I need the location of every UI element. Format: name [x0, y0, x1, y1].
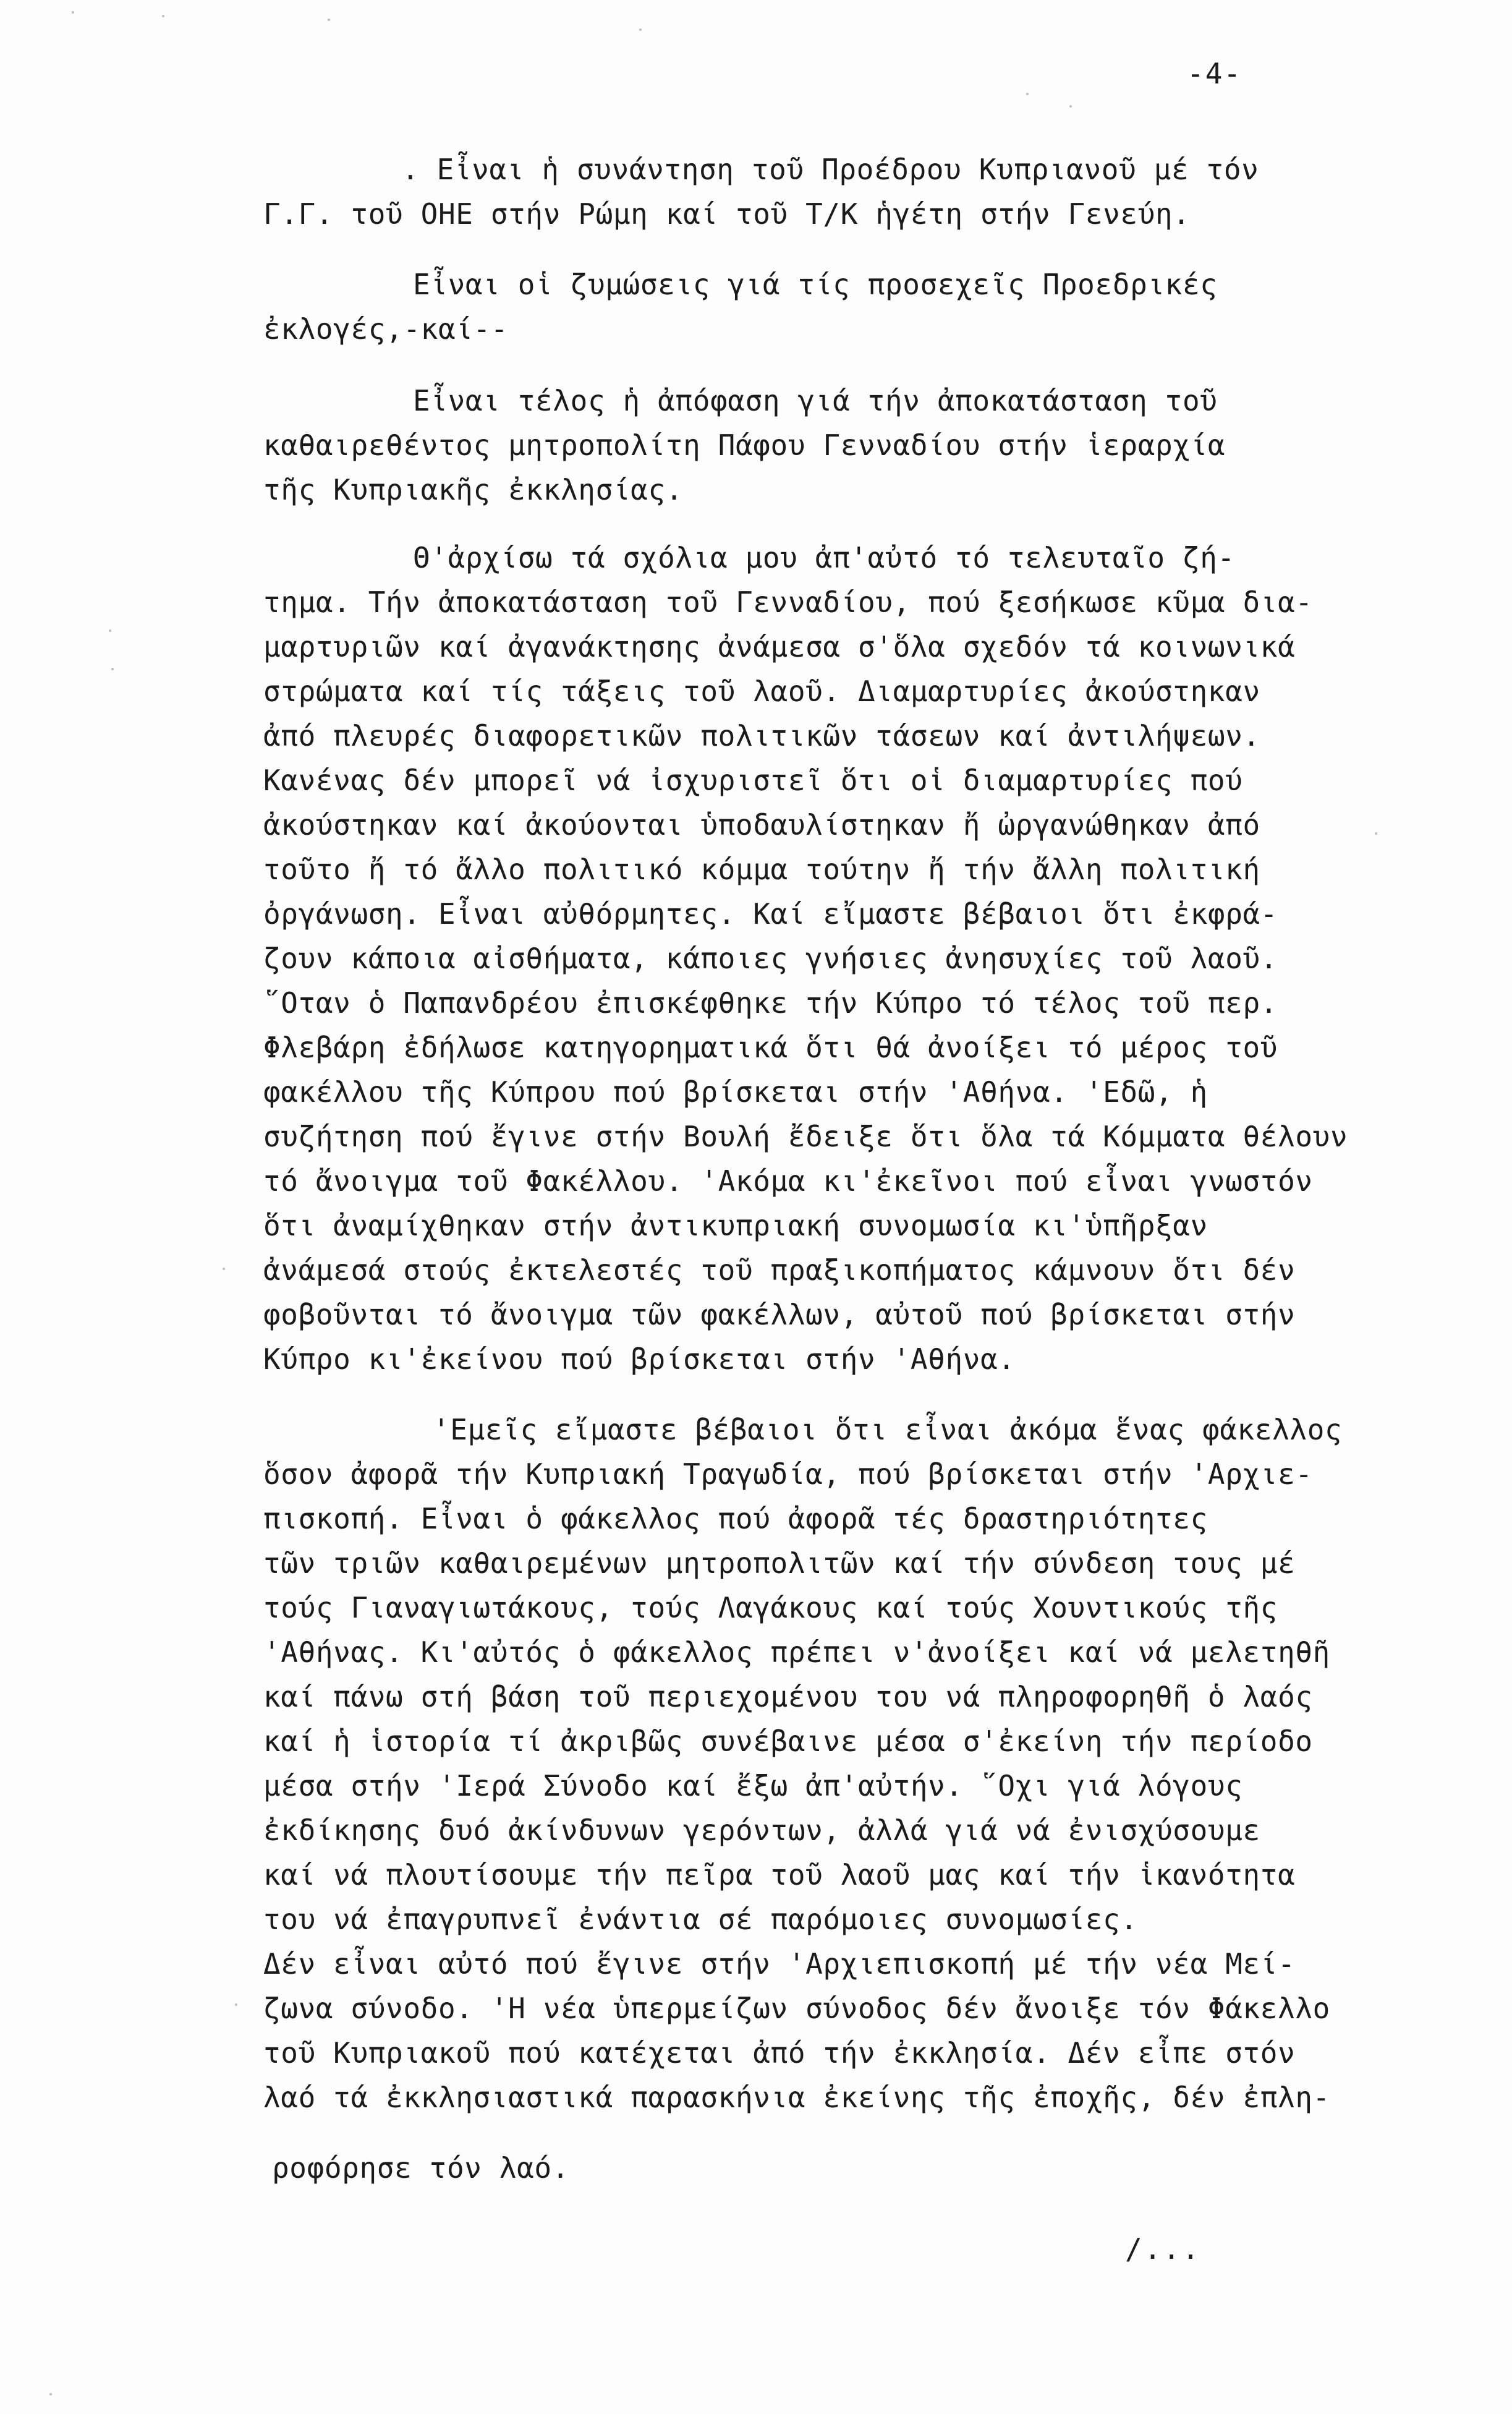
- text-line: ἀνάμεσά στούς ἐκτελεστές τοῦ πραξικοπήματος κάμνουν ὅτι δέν: [263, 1253, 1296, 1287]
- text-line: τῶν τριῶν καθαιρεμένων μητροπολιτῶν καί τήν σύνδεση τους μέ: [263, 1546, 1296, 1580]
- text-line: Φλεβάρη ἐδήλωσε κατηγορηματικά ὅτι θά ἀνοίξει τό μέρος τοῦ: [263, 1031, 1278, 1064]
- text-line: Εἶναι οἱ ζυμώσεις γιά τίς προσεχεῖς Προεδρικές: [413, 268, 1218, 301]
- text-line: ὅτι ἀναμίχθηκαν στήν ἀντικυπριακή συνομωσία κι'ὑπῆρξαν: [263, 1209, 1208, 1242]
- text-line: ἐκλογές,-καί--: [263, 312, 509, 346]
- text-line: συζήτηση πού ἔγινε στήν Βουλή ἔδειξε ὅτι ὅλα τά Κόμματα θέλουν: [263, 1120, 1348, 1153]
- text-line: πισκοπή. Εἶναι ὁ φάκελλος πού ἀφορᾶ τές δραστηριότητες: [263, 1502, 1208, 1535]
- scan-speck: [328, 19, 330, 21]
- text-line: Γ.Γ. τοῦ ΟΗΕ στήν Ρώμη καί τοῦ Τ/Κ ἡγέτη στήν Γενεύη.: [263, 197, 1191, 231]
- text-line: Θ'ἀρχίσω τά σχόλια μου ἀπ'αὐτό τό τελευταῖο ζή-: [413, 541, 1235, 574]
- text-line: φοβοῦνται τό ἄνοιγμα τῶν φακέλλων, αὐτοῦ πού βρίσκεται στήν: [263, 1298, 1296, 1331]
- text-line: καθαιρεθέντος μητροπολίτη Πάφου Γενναδίου στήν ἱεραρχία: [263, 429, 1226, 462]
- text-line: 'Εμεῖς εἴμαστε βέβαιοι ὅτι εἶναι ἀκόμα ἕνας φάκελλος: [433, 1413, 1343, 1446]
- text-line: ἀκούστηκαν καί ἀκούονται ὑποδαυλίστηκαν ἤ ὠργανώθηκαν ἀπό: [263, 808, 1260, 842]
- text-line: Κύπρο κι'ἐκείνου πού βρίσκεται στήν 'Αθήνα.: [263, 1342, 1016, 1376]
- scan-speck: [235, 2003, 237, 2006]
- text-line: τοῦτο ἤ τό ἄλλο πολιτικό κόμμα τούτην ἤ τήν ἄλλη πολιτική: [263, 853, 1260, 886]
- text-line: τό ἄνοιγμα τοῦ Φακέλλου. 'Ακόμα κι'ἐκεῖνοι πού εἶναι γνωστόν: [263, 1164, 1313, 1198]
- scan-speck: [111, 668, 114, 670]
- text-line: Εἶναι τέλος ἡ ἀπόφαση γιά τήν ἀποκατάσταση τοῦ: [413, 384, 1218, 417]
- continuation-mark: /...: [1125, 2232, 1201, 2266]
- text-line: φακέλλου τῆς Κύπρου πού βρίσκεται στήν 'Αθήνα. 'Εδῶ, ἡ: [263, 1075, 1208, 1109]
- text-line: ἀπό πλευρές διαφορετικῶν πολιτικῶν τάσεων καί ἀντιλήψεων.: [263, 719, 1260, 753]
- text-line: . Εἶναι ἡ συνάντηση τοῦ Προέδρου Κυπριανοῦ μέ τόν: [402, 153, 1259, 186]
- scan-speck: [72, 11, 74, 14]
- text-line: ζωνα σύνοδο. 'Η νέα ὑπερμείζων σύνοδος δέν ἄνοιξε τόν Φάκελλο: [263, 1992, 1330, 2025]
- text-line: τοῦ Κυπριακοῦ πού κατέχεται ἀπό τήν ἐκκλησία. Δέν εἶπε στόν: [263, 2036, 1296, 2070]
- text-line: του νά ἐπαγρυπνεῖ ἐνάντια σέ παρόμοιες συνομωσίες.: [263, 1903, 1138, 1936]
- text-line: λαό τά ἐκκλησιαστικά παρασκήνια ἐκείνης τῆς ἐποχῆς, δέν ἐπλη-: [263, 2081, 1330, 2114]
- text-line: μέσα στήν 'Ιερά Σύνοδο καί ἔξω ἀπ'αὐτήν. ῞Οχι γιά λόγους: [263, 1769, 1243, 1802]
- text-line: τούς Γιαναγιωτάκους, τούς Λαγάκους καί τούς Χουντικούς τῆς: [263, 1591, 1278, 1624]
- text-line: τῆς Κυπριακῆς ἐκκλησίας.: [263, 473, 684, 506]
- page-number: -4-: [1187, 57, 1242, 90]
- scan-speck: [109, 629, 111, 632]
- text-line: καί ἡ ἱστορία τί ἀκριβῶς συνέβαινε μέσα σ'ἐκείνη τήν περίοδο: [263, 1725, 1313, 1758]
- scan-speck: [1069, 105, 1072, 108]
- text-line: ὅσον ἀφορᾶ τήν Κυπριακή Τραγωδία, πού βρίσκεται στήν 'Αρχιε-: [263, 1457, 1313, 1491]
- text-line: Δέν εἶναι αὐτό πού ἔγινε στήν 'Αρχιεπισκοπή μέ τήν νέα Μεί-: [263, 1947, 1296, 1981]
- scan-speck: [223, 1268, 225, 1270]
- text-line: ὀργάνωση. Εἶναι αὐθόρμητες. Καί εἴμαστε βέβαιοι ὅτι ἐκφρά-: [263, 897, 1278, 931]
- text-line: ζουν κάποια αἰσθήματα, κάποιες γνήσιες ἀνησυχίες τοῦ λαοῦ.: [263, 942, 1278, 975]
- scan-speck: [639, 28, 642, 31]
- scan-speck: [162, 15, 164, 17]
- text-line: τημα. Τήν ἀποκατάσταση τοῦ Γενναδίου, πού ξεσήκωσε κῦμα δια-: [263, 586, 1313, 619]
- text-line: 'Αθήνας. Κι'αὐτός ὁ φάκελλος πρέπει ν'ἀνοίξει καί νά μελετηθῆ: [263, 1636, 1330, 1669]
- text-line: καί πάνω στή βάση τοῦ περιεχομένου του νά πληροφορηθῆ ὁ λαός: [263, 1680, 1313, 1713]
- scan-speck: [1026, 93, 1029, 95]
- text-line: ἐκδίκησης δυό ἀκίνδυνων γερόντων, ἀλλά γιά νά ἐνισχύσουμε: [263, 1814, 1260, 1847]
- text-line: μαρτυριῶν καί ἀγανάκτησης ἀνάμεσα σ'ὅλα σχεδόν τά κοινωνικά: [263, 630, 1296, 663]
- text-line: στρώματα καί τίς τάξεις τοῦ λαοῦ. Διαμαρτυρίες ἀκούστηκαν: [263, 675, 1260, 708]
- scan-speck: [1375, 832, 1377, 835]
- text-line: ροφόρησε τόν λαό.: [272, 2151, 570, 2185]
- text-line: Κανένας δέν μπορεῖ νά ἰσχυριστεῖ ὅτι οἱ διαμαρτυρίες πού: [263, 764, 1243, 797]
- text-line: καί νά πλουτίσουμε τήν πεῖρα τοῦ λαοῦ μας καί τήν ἱκανότητα: [263, 1858, 1296, 1892]
- scan-speck: [49, 2393, 52, 2395]
- text-line: ῞Οταν ὁ Παπανδρέου ἐπισκέφθηκε τήν Κύπρο τό τέλος τοῦ περ.: [263, 986, 1278, 1020]
